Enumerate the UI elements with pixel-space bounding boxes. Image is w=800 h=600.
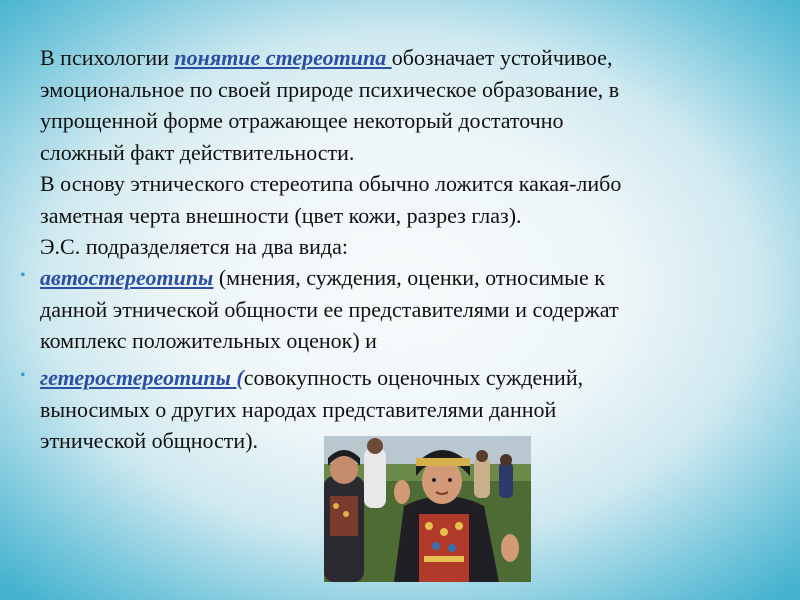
paragraph-stereotype-definition [40,42,760,168]
text-fragment: совокупность оценочных суждений, [243,365,584,390]
bullet-autostereotypes [40,262,760,357]
paragraph-types-intro [40,231,760,263]
paragraph-ethnic-stereotype-basis [40,168,760,231]
term-stereotype-concept: понятие стереотипа [174,45,392,70]
photo-illustration [324,436,531,582]
text-fragment: В психологии [40,45,175,70]
text-line: выносимых о других народах представителями данной [40,396,557,422]
text-fragment: обозначает устойчивое, [391,45,613,70]
photo-folk-costume [324,436,531,582]
text-line: Э.С. подразделяется на два вида: [40,234,348,259]
text-line: сложный факт действительности. [40,139,355,165]
bullet-marker: • [20,367,26,384]
text-line: эмоциональное по своей природе психическое образование, в [40,76,620,102]
text-line [40,262,760,294]
term-heterostereotypes: гетеростереотипы ( [40,365,244,390]
text-line: этнической общности). [40,428,259,453]
text-line: комплекс положительных оценок) и [40,328,377,353]
text-line: упрощенной форме отражающее некоторый достаточно [40,108,564,133]
text-line: заметная черта внешности (цвет кожи, разрез глаз). [40,202,522,228]
text-line: В основу этнического стереотипа обычно ложится какая-либо [40,171,622,196]
term-autostereotypes: автостереотипы [40,265,214,290]
text-line [40,362,760,394]
bullet-marker: • [20,267,26,284]
text-line [40,42,760,74]
text-fragment: (мнения, суждения, оценки, относимые к [213,265,605,290]
text-line: данной этнической общности ее представителями и содержат [40,296,619,322]
